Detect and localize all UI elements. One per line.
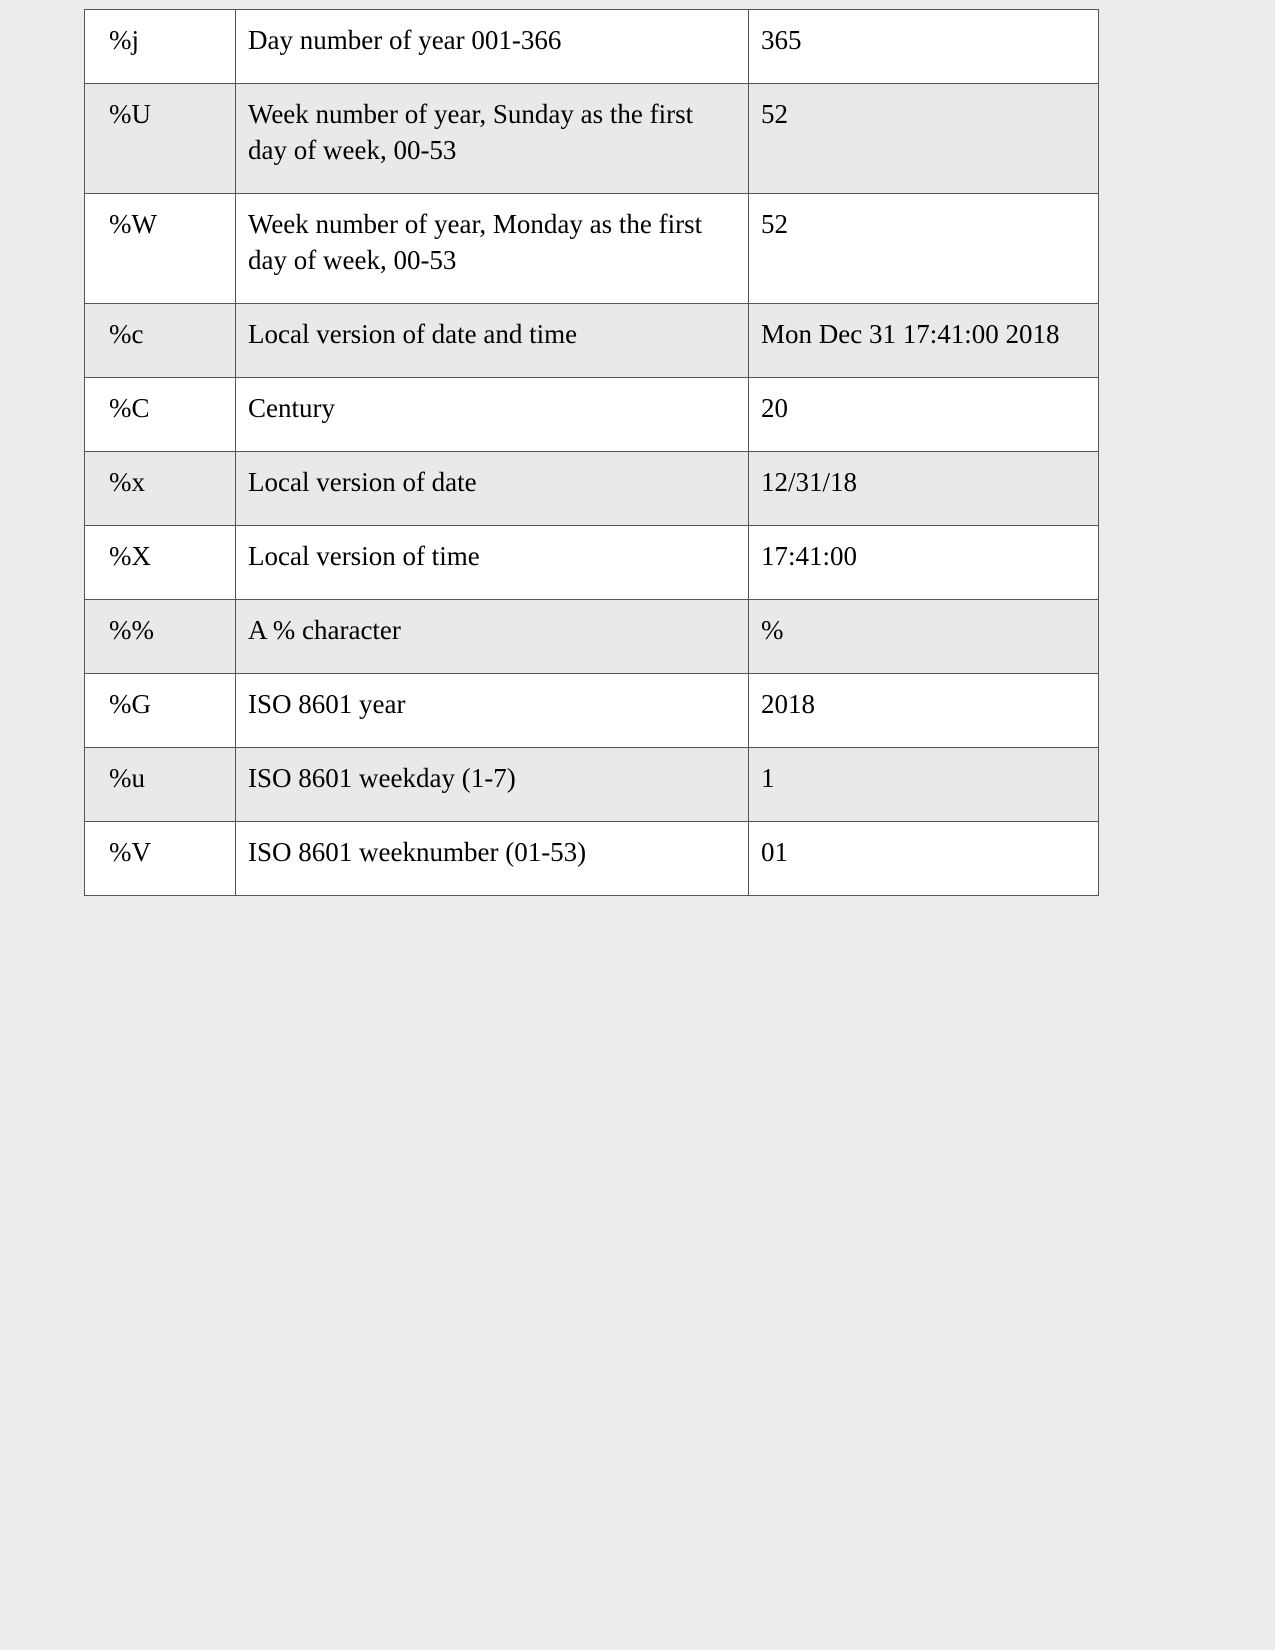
table-row (85, 822, 1099, 896)
table-row (85, 194, 1099, 304)
description-cell: Local version of time (236, 526, 749, 600)
description-cell: Local version of date and time (236, 304, 749, 378)
format-code-cell: %u (85, 748, 236, 822)
table-row (85, 304, 1099, 378)
format-code-cell: %V (85, 822, 236, 896)
format-code-cell: %G (85, 674, 236, 748)
description-cell: Week number of year, Monday as the first day of week, 00-53 (236, 194, 749, 304)
example-value-cell: 20 (749, 378, 1099, 452)
table-row (85, 526, 1099, 600)
description-cell: Week number of year, Sunday as the first day of week, 00-53 (236, 84, 749, 194)
table-row (85, 674, 1099, 748)
table-row (85, 748, 1099, 822)
format-code-cell: %j (85, 10, 236, 84)
format-code-cell: %c (85, 304, 236, 378)
description-cell: ISO 8601 weekday (1-7) (236, 748, 749, 822)
example-value-cell: 12/31/18 (749, 452, 1099, 526)
description-cell: ISO 8601 year (236, 674, 749, 748)
example-value-cell: 52 (749, 194, 1099, 304)
table-row (85, 452, 1099, 526)
format-code-cell: %C (85, 378, 236, 452)
table-row (85, 378, 1099, 452)
description-cell: A % character (236, 600, 749, 674)
description-cell: ISO 8601 weeknumber (01-53) (236, 822, 749, 896)
format-code-cell: %W (85, 194, 236, 304)
example-value-cell: 365 (749, 10, 1099, 84)
table-row (85, 600, 1099, 674)
example-value-cell: 01 (749, 822, 1099, 896)
example-value-cell: 1 (749, 748, 1099, 822)
format-code-cell: %% (85, 600, 236, 674)
format-code-cell: %x (85, 452, 236, 526)
example-value-cell: % (749, 600, 1099, 674)
format-code-cell: %X (85, 526, 236, 600)
description-cell: Day number of year 001-366 (236, 10, 749, 84)
description-cell: Century (236, 378, 749, 452)
table-row (85, 84, 1099, 194)
format-code-cell: %U (85, 84, 236, 194)
example-value-cell: 52 (749, 84, 1099, 194)
example-value-cell: 17:41:00 (749, 526, 1099, 600)
example-value-cell: Mon Dec 31 17:41:00 2018 (749, 304, 1099, 378)
table-row (85, 10, 1099, 84)
description-cell: Local version of date (236, 452, 749, 526)
example-value-cell: 2018 (749, 674, 1099, 748)
format-codes-table (84, 9, 1099, 896)
